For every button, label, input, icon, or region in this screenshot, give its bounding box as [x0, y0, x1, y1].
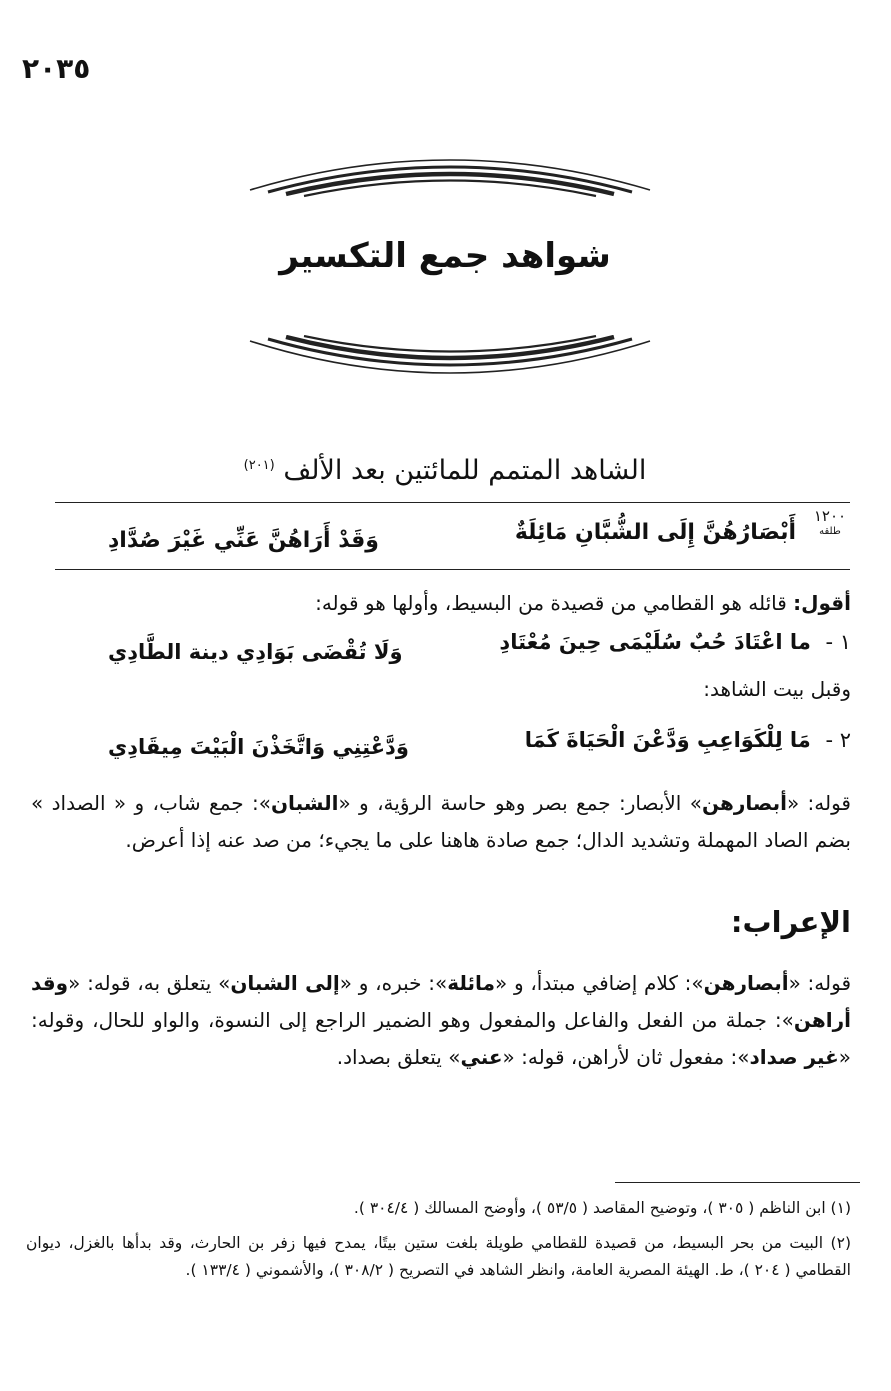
irab-text: »: جملة من الفعل والفاعل والمفعول وهو الضمير الراجع إلى النسوة، والواو للحال، وقوله: «	[31, 1008, 851, 1069]
irab-text: قوله: «	[788, 971, 851, 995]
irab-term: وقد أراهن	[31, 971, 851, 1032]
main-verse-hemistich-2: وَقَدْ أَرَاهُنَّ عَنِّي غَيْرَ صُدَّادِ	[108, 528, 379, 553]
prior-verse-1-hemistich-1	[499, 630, 851, 654]
footnote-separator	[615, 1182, 860, 1183]
chapter-title: شواهد جمع التكسير	[279, 236, 611, 276]
prior-verse-2-hemistich-2: وَدَّعْتِنِي وَاتَّخَذْنَ الْبَيْتَ مِيقَادِي	[108, 735, 409, 759]
footnote-2: (٢) البيت من بحر البسيط، من قصيدة للقطامي طويلة بلغت ستين بيتًا، يمدح فيها زفر بن الحارث، وقد بدأها بالغزل، ديوان القطامي ( ٢٠٤ )، ط. الهيئة المصرية العامة، وانظر الشاهد في التصريح ( ٣٠٨/٢ )، والأشموني ( ١٣٣/٤ ).	[26, 1234, 851, 1279]
intro-text: قائله هو القطامي من قصيدة من البسيط، وأولها هو قوله:	[315, 591, 794, 615]
verse-number	[800, 508, 860, 540]
footnote-1: (١) ابن الناظم ( ٣٠٥ )، وتوضيح المقاصد ( ٥٣/٥ )، وأوضح المسالك ( ٣٠٤/٤ ).	[353, 1199, 851, 1217]
irab-term: أبصارهن	[703, 971, 789, 995]
verse-number-value: ١٢٠٠	[813, 507, 847, 525]
gloss-term: الشبان	[270, 791, 339, 815]
prior-verse-1-hemistich-2: وَلَا تُقْضَى بَوَادِي دينة الطَّادِي	[108, 640, 403, 664]
verse-rule-bottom	[55, 569, 850, 570]
ornament-top	[240, 140, 660, 198]
gloss-text: قوله: «	[786, 791, 851, 815]
irab-term: عني	[460, 1045, 503, 1069]
intro-paragraph	[31, 585, 851, 622]
irab-text: »: كلام إضافي مبتدأ، و «	[494, 971, 704, 995]
gloss-term: أبصارهن	[701, 791, 787, 815]
prior-verse-1-text-1: ما اعْتَادَ حُبٌ سُلَيْمَى حِينَ مُعْتَادِ	[499, 630, 811, 654]
prior-verse-1-number: ١ -	[825, 630, 851, 654]
verse-meter-tag: طلقه	[819, 526, 841, 537]
gloss-paragraph	[31, 785, 851, 859]
section-heading-text: الشاهد المتمم للمائتين بعد الألف	[283, 455, 647, 486]
gloss-text: » الأبصار: جمع بصر وهو حاسة الرؤية، و «	[338, 791, 702, 815]
irab-text: »: مفعول ثان لأراهن، قوله: «	[502, 1045, 750, 1069]
prior-verse-2-number: ٢ -	[825, 728, 851, 752]
main-verse-hemistich-1: أَبْصَارُهُنَّ إِلَى الشُّبَّانِ مَائِلَةٌ	[514, 520, 796, 545]
irab-text: »: خبره، و «	[339, 971, 448, 995]
prior-verse-2-hemistich-1	[525, 728, 851, 752]
irab-paragraph	[31, 965, 851, 1076]
irab-text: » يتعلق بصداد.	[336, 1045, 461, 1069]
gloss-text: »: جمع شاب، و « الصداد » بضم الصاد المهملة وتشديد الدال؛ جمع صادة هاهنا على ما يجيء؛ من صد عنه إذا أعرض.	[31, 791, 851, 852]
irab-term: غير صداد	[749, 1045, 839, 1069]
irab-term: إلى الشبان	[230, 971, 340, 995]
footnote-ref: (٢٠١)	[243, 458, 275, 473]
irab-term: مائلة	[447, 971, 495, 995]
intro-lead: أقول:	[793, 591, 851, 615]
ornament-bottom	[240, 335, 660, 395]
prior-verse-2-text-1: مَا لِلْكَوَاعِبِ وَدَّعْنَ الْحَيَاةَ كَمَا	[524, 728, 811, 752]
irab-heading: الإعراب:	[730, 905, 851, 939]
irab-text: » يتعلق به، قوله: «	[68, 971, 231, 995]
section-heading	[150, 455, 740, 486]
page-number: ٢٠٣٥	[22, 52, 91, 85]
before-verse-label: وقبل بيت الشاهد:	[703, 677, 851, 701]
verse-rule-top	[55, 502, 850, 503]
